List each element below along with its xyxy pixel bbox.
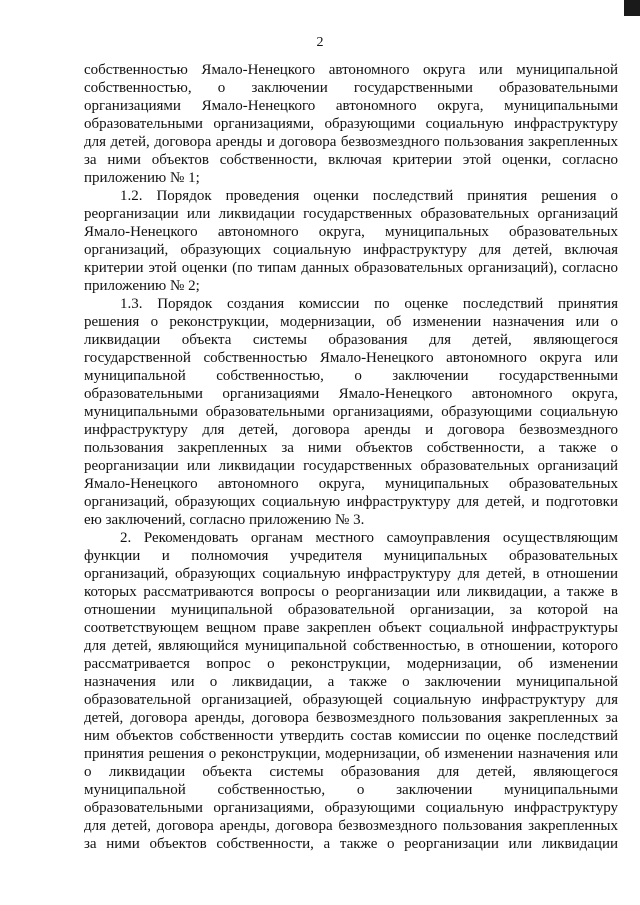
text-line: муниципальной собственностью, о заключении муниципальными bbox=[84, 782, 618, 798]
document-body bbox=[84, 61, 618, 853]
text-line: принятия решения о реконструкции, модернизации, об изменении назначения или bbox=[84, 746, 618, 762]
text-line: за ними объектов собственности, включая критерии этой оценки, согласно bbox=[84, 152, 618, 168]
text-line: назначения или о ликвидации, а также о заключении муниципальной bbox=[84, 674, 618, 690]
text-line: рассматривается вопрос о реконструкции, модернизации, об изменении bbox=[84, 656, 618, 672]
text-line: собственностью Ямало-Ненецкого автономного округа или муниципальной bbox=[84, 62, 618, 78]
text-line: за ними объектов собственности, а также о реорганизации или ликвидации bbox=[84, 836, 618, 852]
text-line: образовательными организациями, образующими социальную инфраструктуру bbox=[84, 116, 618, 132]
scan-corner-mark bbox=[624, 0, 640, 16]
text-line: ликвидации объекта системы образования для детей, являющегося bbox=[84, 332, 618, 348]
text-line: муниципальной собственностью, о заключении государственными bbox=[84, 368, 618, 384]
text-line: образовательными организациями Ямало-Ненецкого автономного округа, bbox=[84, 386, 618, 402]
text-line: образовательной организацией, образующей социальную инфраструктуру для bbox=[84, 692, 618, 708]
text-line: для детей, договора аренды и договора безвозмездного пользования закрепленных bbox=[84, 134, 618, 150]
text-line: муниципальными образовательными организациями, образующими социальную bbox=[84, 404, 618, 420]
text-line: приложению № 1; bbox=[84, 170, 200, 186]
text-line: Ямало-Ненецкого автономного округа, муниципальных образовательных bbox=[84, 224, 618, 240]
text-line: соответствующем вещном праве закреплен объект социальной инфраструктуры bbox=[84, 620, 618, 636]
text-line: ним объектов собственности утвердить состав комиссии по оценке последствий bbox=[84, 728, 618, 744]
text-line: пользования закрепленных за ними объектов собственности, а также о bbox=[84, 440, 618, 456]
text-line: решения о реконструкции, модернизации, об изменении назначения или о bbox=[84, 314, 618, 330]
text-line: функции и полномочия учредителя муниципальных образовательных bbox=[84, 548, 618, 564]
text-line: реорганизации или ликвидации государственных образовательных организаций bbox=[84, 206, 618, 222]
text-line: организаций, образующих социальную инфраструктуру для детей, в отношении bbox=[84, 566, 618, 582]
text-line: критерии этой оценки (по типам данных образовательных организаций), согласно bbox=[84, 260, 618, 276]
text-line: организаций, образующих социальную инфраструктуру для детей, включая bbox=[84, 242, 618, 258]
text-line: организаций, образующих социальную инфраструктуру для детей, и подготовки bbox=[84, 494, 618, 510]
text-line: государственной собственностью Ямало-Ненецкого автономного округа или bbox=[84, 350, 618, 366]
text-line: для детей, договора аренды, договора безвозмездного пользования закрепленных bbox=[84, 818, 618, 834]
text-line: для детей, являющийся муниципальной собственностью, в отношении, которого bbox=[84, 638, 618, 654]
text-line: 1.3. Порядок создания комиссии по оценке последствий принятия bbox=[120, 296, 618, 312]
text-line: 2. Рекомендовать органам местного самоуправления осуществляющим bbox=[120, 530, 618, 546]
text-line: о ликвидации объекта системы образования для детей, являющегося bbox=[84, 764, 618, 780]
page-number: 2 bbox=[316, 35, 324, 50]
text-line: ею заключений, согласно приложению № 3. bbox=[84, 512, 365, 528]
text-line: приложению № 2; bbox=[84, 278, 200, 294]
text-line: инфраструктуру для детей, договора аренды и договора безвозмездного bbox=[84, 422, 618, 438]
text-line: 1.2. Порядок проведения оценки последствий принятия решения о bbox=[120, 188, 618, 204]
text-line: детей, договора аренды, договора безвозмездного пользования закрепленных за bbox=[84, 710, 618, 726]
text-line: реорганизации или ликвидации государственных образовательных организаций bbox=[84, 458, 618, 474]
text-line: образовательными организациями, образующими социальную инфраструктуру bbox=[84, 800, 618, 816]
text-line: Ямало-Ненецкого автономного округа, муниципальных образовательных bbox=[84, 476, 618, 492]
text-line: организациями Ямало-Ненецкого автономного округа, муниципальными bbox=[84, 98, 618, 114]
text-line: которых рассматриваются вопросы о реорганизации или ликвидации, а также в bbox=[84, 584, 618, 600]
text-line: собственностью, о заключении государственными образовательными bbox=[84, 80, 618, 96]
text-line: отношении муниципальной образовательной организации, за которой на bbox=[84, 602, 618, 618]
